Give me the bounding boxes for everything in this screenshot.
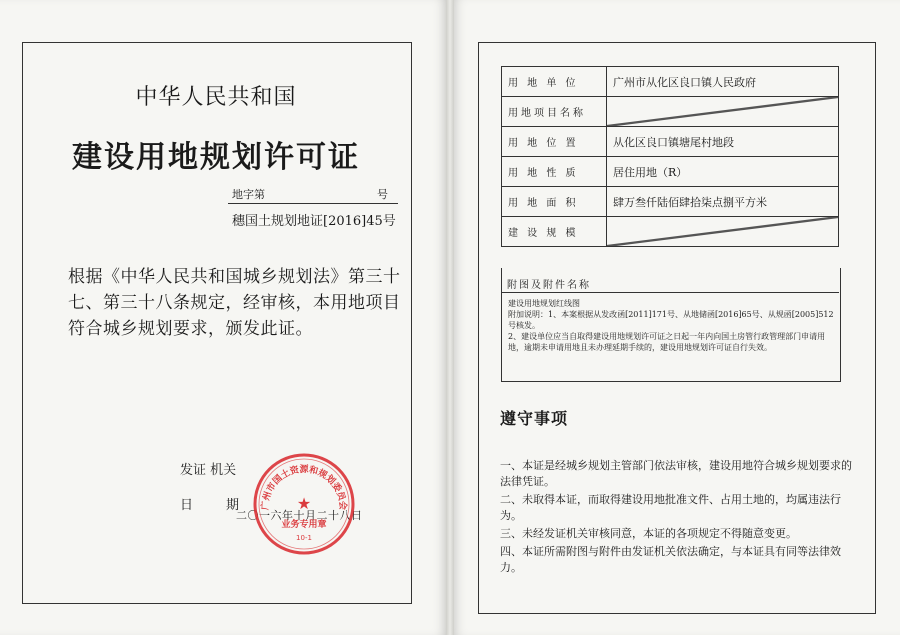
rule-item: 二、未取得本证，而取得建设用地批准文件、占用土地的，均属违法行为。 [500, 493, 841, 522]
seal-number: 10-1 [296, 534, 312, 542]
table-row [502, 157, 839, 187]
rule-item: 三、未经发证机关审核同意，本证的各项规定不得随意变更。 [500, 527, 797, 540]
table-row [502, 127, 839, 157]
row-label: 用 地 单 位 [502, 67, 607, 97]
seal-subtitle: 业务专用章 [281, 520, 327, 530]
certificate-body-text: 根据《中华人民共和国城乡规划法》第三十七、第三十八条规定，经审核，本用地项目符合城乡规划要求，颁发此证。 [68, 267, 401, 339]
strike-line [607, 217, 838, 246]
row-label: 用地项目名称 [502, 97, 607, 127]
rules-list [500, 458, 860, 578]
row-label: 用 地 性 质 [502, 157, 607, 187]
row-value-empty [607, 97, 839, 127]
row-value-empty [607, 217, 839, 247]
row-value: 居住用地（R） [607, 157, 839, 187]
table-row [502, 217, 839, 247]
strike-line [607, 97, 838, 126]
row-value: 广州市从化区良口镇人民政府 [607, 67, 839, 97]
attachment-notes [508, 298, 834, 353]
table-row [502, 67, 839, 97]
attachment-line: 2、建设单位应当自取得建设用地规划许可证之日起一年内向国土房管行政管理部门申请用地，逾期未申请用地且未办理延期手续的，建设用地规划许可证自行失效。 [508, 332, 826, 352]
issuer-label: 发证 机关 [180, 463, 237, 478]
binding-gutter [446, 0, 454, 635]
row-value: 从化区良口镇塘尾村地段 [607, 127, 839, 157]
seal-star: ★ [296, 494, 312, 513]
table-row [502, 187, 839, 217]
row-label: 建 设 规 模 [502, 217, 607, 247]
rule-item: 一、本证是经城乡规划主管部门依法审核，建设用地符合城乡规划要求的法律凭证。 [500, 459, 852, 488]
date-label-second: 期 [226, 498, 240, 513]
attachment-line: 附加说明：1、本案根据从发改函[2011]171号、从地储函[2016]65号、从规函[2005]512号核发。 [508, 310, 834, 330]
table-row [502, 97, 839, 127]
certificate-title: 建设用地规划许可证 [72, 140, 360, 175]
rule-item: 四、本证所需附图与附件由发证机关依法确定，与本证具有同等法律效力。 [500, 545, 841, 574]
row-label: 用 地 面 积 [502, 187, 607, 217]
row-value: 肆万叁仟陆佰肆拾柒点捌平方米 [607, 187, 839, 217]
serial-underline [228, 203, 398, 204]
attachment-divider [501, 292, 839, 293]
notes-title: 遵守事项 [500, 409, 569, 428]
row-label: 用 地 位 置 [502, 127, 607, 157]
attachment-line: 建设用地规划红线图 [508, 299, 580, 308]
serial-label [232, 186, 392, 202]
serial-prefix: 地字第 [232, 188, 265, 201]
official-seal-icon [252, 452, 356, 556]
issue-date: 二〇一六年十月二十八日 [236, 509, 363, 522]
serial-number: 穗国土规划地证[2016]45号 [232, 214, 396, 229]
seal-text: 广州市国土资源和规划委员会 [260, 465, 348, 511]
serial-suffix: 号 [377, 188, 388, 201]
date-label-first: 日 [180, 498, 194, 513]
land-info-table [501, 66, 839, 247]
attachment-label: 附图及附件名称 [507, 280, 591, 291]
country-heading: 中华人民共和国 [135, 85, 297, 110]
